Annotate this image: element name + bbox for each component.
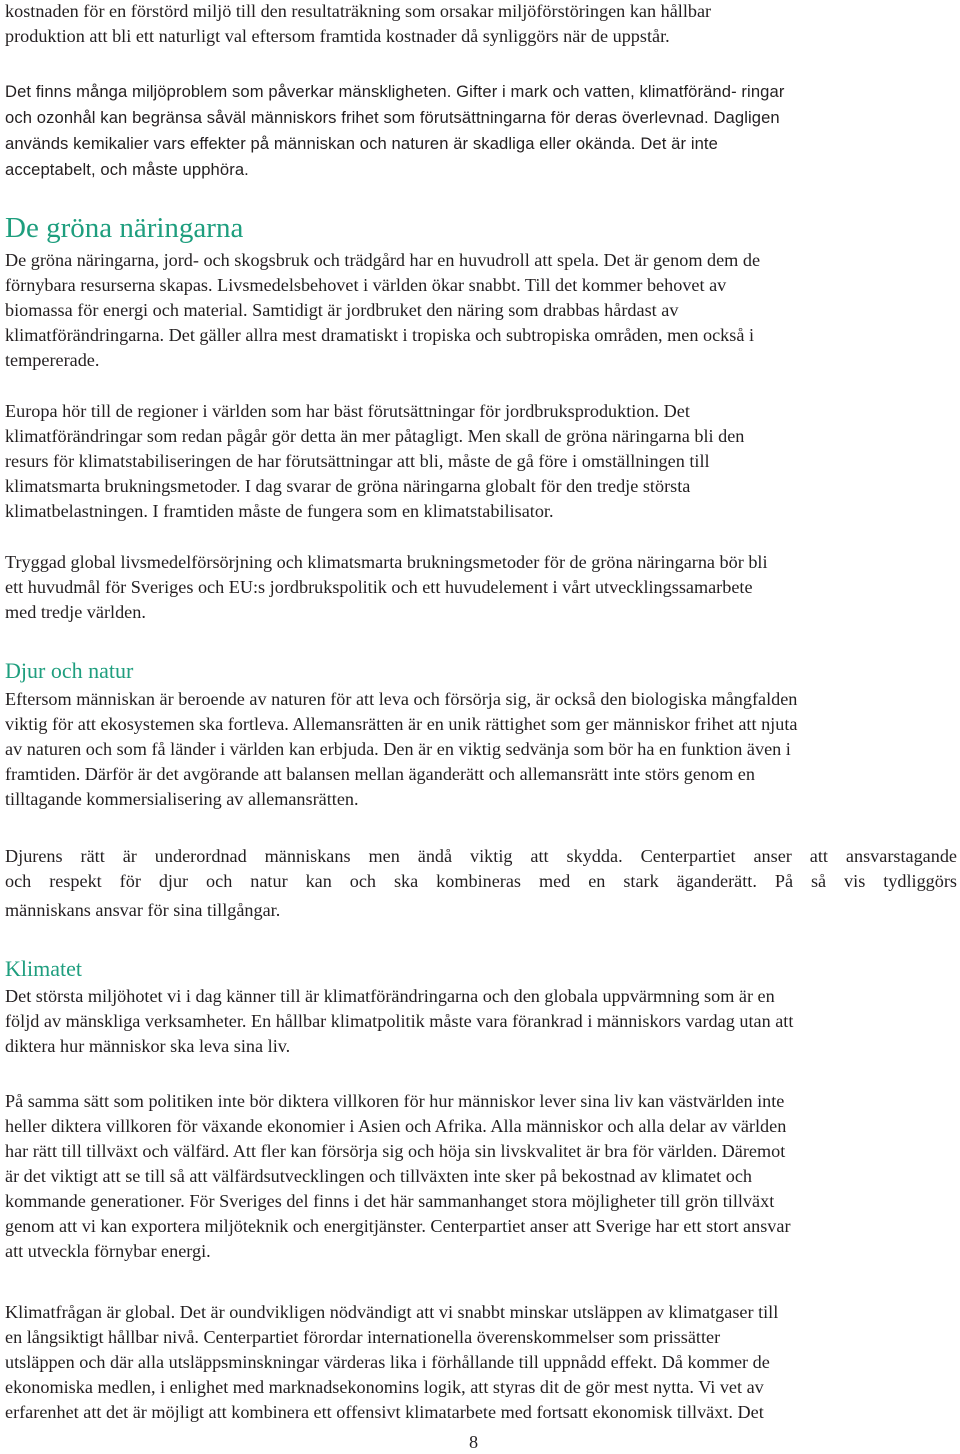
text-line: och ozonhål kan begränsa såväl människors frihet som förutsättningarna för deras överlevnad. Dagligen [5, 108, 780, 127]
text-line: Djurens rätt är underordnad människans men ändå viktig att skydda. Centerpartiet anser att ansvarstagande [5, 846, 957, 866]
text-line: Det största miljöhotet vi i dag känner till är klimatförändringarna och den globala uppvärmning som är en [5, 986, 775, 1006]
text-line: Det finns många miljöproblem som påverkar mänskligheten. Gifter i mark och vatten, klimatföränd- ringar [5, 82, 785, 101]
text-line: erfarenhet att det är möjligt att kombinera ett offensivt klimatarbete med fortsatt ekonomisk tillväxt. Det [5, 1402, 764, 1422]
text-line: människans ansvar för sina tillgångar. [5, 900, 281, 920]
text-line: acceptabelt, och måste upphöra. [5, 160, 249, 179]
text-line: klimatförändringar som redan pågår gör detta än mer påtagligt. Men skall de gröna näringarna bli den [5, 426, 745, 446]
text-line: Tryggad global livsmedelförsörjning och klimatsmarta brukningsmetoder för de gröna näringarna bör bli [5, 552, 768, 572]
text-line: produktion att bli ett naturligt val eftersom framtida kostnader då synliggörs när de uppstår. [5, 26, 670, 46]
text-line: av naturen och som få länder i världen kan erbjuda. Den är en viktig sedvänja som bör ha en funktion även i [5, 739, 791, 759]
text-line: ekonomiska medlen, i enlighet med marknadsekonomins logik, att styras dit de gör mest nytta. Vi vet av [5, 1377, 764, 1397]
text-line: att utveckla förnybar energi. [5, 1241, 211, 1261]
page-number: 8 [469, 1432, 479, 1452]
section-heading-green-industries: De gröna näringarna [5, 212, 244, 244]
text-line: förnybara resurserna skapas. Livsmedelsbehovet i världen ökar snabbt. Till det kommer behovet av [5, 275, 727, 295]
text-line: resurs för klimatstabiliseringen de har förutsättningar att bli, måste de gå före i omställningen till [5, 451, 710, 471]
text-line: Klimatfrågan är global. Det är oundvikligen nödvändigt att vi snabbt minskar utsläppen av klimatgaser till [5, 1302, 779, 1322]
text-line: används kemikalier vars effekter på människan och naturen är skadliga eller okända. Det är inte [5, 134, 718, 153]
text-line: har rätt till tillväxt och välfärd. Att fler kan försörja sig och höja sin livskvalitet är bra för världen. Däremot [5, 1141, 786, 1161]
text-line: Europa hör till de regioner i världen som har bäst förutsättningar för jordbruksproduktion. Det [5, 401, 690, 421]
text-line: är det viktigt att se till så att välfärdsutvecklingen och tillväxten inte sker på bekostnad av klimatet och [5, 1166, 752, 1186]
text-line: klimatsmarta brukningsmetoder. I dag svarar de gröna näringarna globalt för den tredje största [5, 476, 691, 496]
text-line: klimatförändringarna. Det gäller allra mest dramatiskt i tropiska och subtropiska områden, men också i [5, 325, 754, 345]
text-line: diktera hur människor ska leva sina liv. [5, 1036, 291, 1056]
text-line: med tredje världen. [5, 602, 146, 622]
text-line: På samma sätt som politiken inte bör diktera villkoren för hur människor lever sina liv kan västvärlden inte [5, 1091, 785, 1111]
text-line: viktig för att ekosystemen ska fortleva. Allemansrätten är en unik rättighet som ger människor frihet att njuta [5, 714, 798, 734]
text-line: och respekt för djur och natur kan och ska kombineras med en stark äganderätt. På så vis tydliggörs [5, 871, 957, 891]
text-line: tempererade. [5, 350, 100, 370]
text-line: utsläppen och där alla utsläppsminskningar värderas lika i förhållande till uppnådd effekt. Då kommer de [5, 1352, 770, 1372]
text-line: Eftersom människan är beroende av naturen för att leva och försörja sig, är också den biologiska mångfalden [5, 689, 798, 709]
text-line: tilltagande kommersialisering av allemansrätten. [5, 789, 359, 809]
text-line: följd av mänskliga verksamheter. En hållbar klimatpolitik måste vara förankrad i människors vardag utan att [5, 1011, 794, 1031]
text-line: kommande generationer. För Sveriges del finns i det här sammanhanget stora möjligheter till grön tillväxt [5, 1191, 775, 1211]
section-heading-climate: Klimatet [5, 956, 82, 981]
text-line: framtiden. Därför är det avgörande att balansen mellan äganderätt och allemansrätt inte störs genom en [5, 764, 755, 784]
text-line: heller diktera villkoren för växande ekonomier i Asien och Afrika. Alla människor och alla delar av världen [5, 1116, 787, 1136]
text-line: biomassa för energi och material. Samtidigt är jordbruket den näring som drabbas hårdast av [5, 300, 679, 320]
text-line: ett huvudmål för Sveriges och EU:s jordbrukspolitik och ett huvudelement i vårt utvecklingssamarbete [5, 577, 753, 597]
text-line: en långsiktigt hållbar nivå. Centerpartiet förordar internationella överenskommelser som prissätter [5, 1327, 721, 1347]
text-line: De gröna näringarna, jord- och skogsbruk och trädgård har en huvudroll att spela. Det är genom dem de [5, 250, 761, 270]
text-line: genom att vi kan exportera miljöteknik och energitjänster. Centerpartiet anser att Sverige har ett stort ansvar [5, 1216, 791, 1236]
section-heading-animals-nature: Djur och natur [5, 658, 134, 683]
text-line: klimatbelastningen. I framtiden måste de fungera som en klimatstabilisator. [5, 501, 554, 521]
text-line: kostnaden för en förstörd miljö till den resultaträkning som orsakar miljöförstöringen kan hållbar [5, 1, 712, 21]
